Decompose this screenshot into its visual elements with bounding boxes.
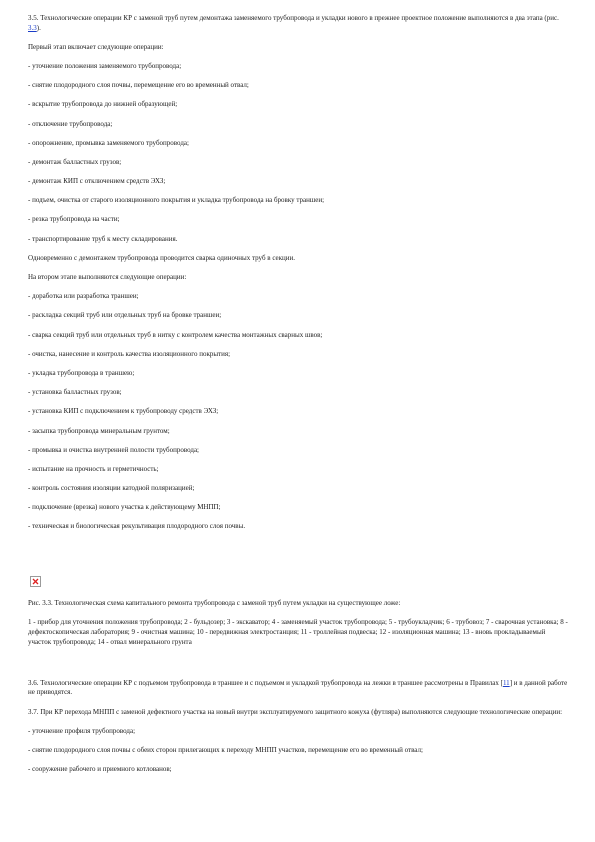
paragraph-text-end: ). [36,23,41,32]
spacer [28,542,568,576]
section-number: 3.7. [28,707,39,716]
list-item: - засыпка трубопровода минеральным грунтом; [28,426,170,435]
list-item: - техническая и биологическая рекультивация плодородного слоя почвы. [28,522,246,531]
list-item: - снятие плодородного слоя почвы с обеих сторон прилегающих к переходу МНПП участков, перемещение его во временный отвал; [28,745,423,754]
simultaneous-note: Одновременно с демонтажем трубопровода проводится сварка одиночных труб в секции. [28,253,296,262]
broken-image-glyph [31,577,40,586]
list-item: - отключение трубопровода; [28,119,113,128]
stage2-intro: На втором этапе выполняются следующие операции: [28,273,187,282]
list-item: - установка КИП с подключением к трубопроводу средств ЭХЗ; [28,407,219,416]
section-number: 3.5. [28,14,39,22]
list-item: - укладка трубопровода в траншею; [28,368,135,377]
paragraph-text: Технологические операции КР с заменой труб путем демонтажа заменяемого трубопровода и укладки нового в прежнее проектное положение выполняются в два этапа (рис. [40,14,559,22]
spacer [28,657,568,679]
figure-link-3-3[interactable]: 3.3 [28,23,37,32]
reference-link-11[interactable]: 11 [502,678,510,687]
list-item: - испытание на прочность и герметичность; [28,464,159,473]
paragraph-3-5 [28,14,568,33]
list-item: - сооружение рабочего и приемного котлованов; [28,765,172,774]
list-item: - подключение (врезка) нового участка к действующему МНПП; [28,503,221,512]
list-item: - демонтаж КИП с отключением средств ЭХЗ; [28,177,166,186]
list-item: - промывка и очистка внутренней полости трубопровода; [28,445,200,454]
list-item: - транспортирование труб к месту складирования. [28,234,178,243]
paragraph-text-end: ] и в данной работе не приводятся. [28,678,568,697]
list-item: - уточнение профиля трубопровода; [28,726,136,735]
paragraph-text: Технологические операции КР с подъемом трубопровода в траншее и с подъемом и укладкой трубопровода на лежки в траншее рассмотрены в Правилах [ [40,678,503,687]
figure-caption: Рис. 3.3. Технологическая схема капитального ремонта трубопровода с заменой труб путем укладки на существующее ложе: [28,599,401,608]
stage2-list [28,292,568,532]
section-number: 3.6. [28,678,39,687]
list-item: - доработка или разработка траншеи; [28,292,139,301]
document-page [28,14,568,784]
list-item: - демонтаж балластных грузов; [28,157,122,166]
list-item: - подъем, очистка от старого изоляционного покрытия и укладка трубопровода на бровку траншеи; [28,196,325,205]
list-item: - сварка секций труб или отдельных труб в нитку с контролем качества монтажных сварных швов; [28,330,323,339]
list-item: - резка трубопровода на части; [28,215,120,224]
list-item: - опорожнение, промывка заменяемого трубопровода; [28,138,189,147]
broken-image-icon[interactable] [30,576,41,587]
paragraph-3-6 [28,679,568,698]
list-item: - уточнение положения заменяемого трубопровода; [28,61,182,70]
list-item: - раскладка секций труб или отдельных труб на бровке траншеи; [28,311,222,320]
paragraph-text: При КР перехода МНПП с заменой дефектного участка на новый внутри эксплуатируемого защитного кожуха (футляра) выполняются следующие технологические операции: [40,707,563,716]
stage1-list [28,62,568,244]
list-item: - снятие плодородного слоя почвы, перемещение его во временный отвал; [28,81,249,90]
stage1-intro: Первый этап включает следующие операции: [28,42,164,51]
paragraph-3-7 [28,708,568,718]
section-3-7-list [28,727,568,775]
list-item: - вскрытие трубопровода до нижней образующей; [28,100,178,109]
list-item: - очистка, нанесение и контроль качества изоляционного покрытия; [28,349,231,358]
figure-3-3 [28,576,568,648]
figure-legend: 1 - прибор для уточнения положения трубопровода; 2 - бульдозер; 3 - экскаватор; 4 - заменяемый участок трубопровода; 5 - трубоукладчик; 6 - трубовоз; 7 - сварочная установка; 8 - дефектоскопическая лаборатория; 9 - очистная машина; 10 - передвижная электростанция; 11 - троллейная подвеска; 12 - изоляционная машина; 13 - вновь прокладываемый участок трубопровода; 14 - отвал минерального грунта [28,618,568,646]
list-item: - контроль состояния изоляции катодной поляризацией; [28,484,195,493]
list-item: - установка балластных грузов; [28,388,122,397]
